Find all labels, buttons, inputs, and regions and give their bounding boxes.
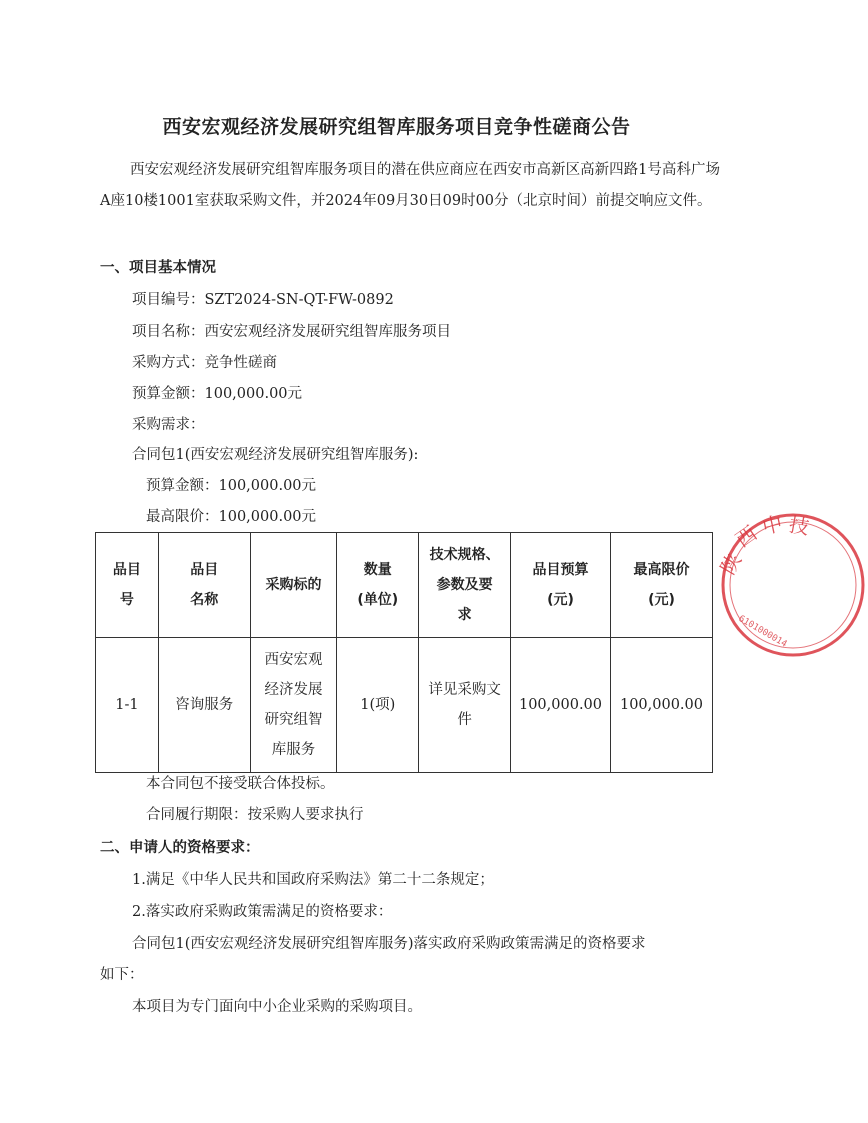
- package-limit: 最高限价：100,000.00元: [146, 509, 317, 525]
- page-title: 西安宏观经济发展研究组智库服务项目竞争性磋商公告: [162, 116, 631, 138]
- intro-paragraph: 西安宏观经济发展研究组智库服务项目的潜在供应商应在西安市高新区高新四路1号高科广场A座10楼1001室获取采购文件，并2024年09月30日09时00分（北京时间）前提交响应文件。: [100, 162, 720, 209]
- contract-package: 合同包1(西安宏观经济发展研究组智库服务):: [132, 447, 419, 463]
- project-name: 项目名称：西安宏观经济发展研究组智库服务项目: [132, 324, 451, 340]
- header-item-name: 品目 名称: [158, 533, 250, 638]
- svg-text:技: 技: [787, 512, 811, 540]
- cell-max-price: 100,000.00: [610, 638, 712, 773]
- cell-item-name: 咨询服务: [158, 638, 250, 773]
- header-quantity: 数量 (单位): [337, 533, 419, 638]
- section2-heading: 二、申请人的资格要求：: [100, 840, 260, 856]
- budget-amount: 预算金额：100,000.00元: [132, 386, 303, 402]
- table-header-row: [96, 533, 713, 638]
- requirement-3-line2: 如下：: [100, 967, 144, 983]
- cell-target: 西安宏观 经济发展 研究组智 库服务: [250, 638, 337, 773]
- svg-text:陕: 陕: [715, 549, 747, 579]
- official-seal-stamp: [715, 510, 868, 660]
- requirement-1: 1.满足《中华人民共和国政府采购法》第二十二条规定；: [132, 872, 494, 888]
- header-item-budget: 品目预算 (元): [511, 533, 611, 638]
- header-spec: 技术规格、 参数及要 求: [419, 533, 511, 638]
- cell-quantity: 1(项): [337, 638, 419, 773]
- table-row: [96, 638, 713, 773]
- svg-text:西: 西: [731, 520, 762, 553]
- header-item-no: 品目 号: [96, 533, 159, 638]
- svg-text:中: 中: [760, 511, 785, 539]
- contract-period: 合同履行期限：按采购人要求执行: [146, 807, 364, 823]
- project-number: 项目编号：SZT2024-SN-QT-FW-0892: [132, 292, 394, 308]
- package-budget: 预算金额：100,000.00元: [146, 478, 317, 494]
- requirement-4: 本项目为专门面向中小企业采购的采购项目。: [132, 999, 422, 1015]
- items-table: [95, 532, 713, 773]
- cell-item-budget: 100,000.00: [511, 638, 611, 773]
- procurement-method: 采购方式：竞争性磋商: [132, 355, 277, 371]
- svg-text:6101000014: 6101000014: [736, 613, 789, 650]
- consortium-note: 本合同包不接受联合体投标。: [146, 776, 335, 792]
- section1-heading: 一、项目基本情况: [100, 260, 216, 276]
- requirement-3-line1: 合同包1(西安宏观经济发展研究组智库服务)落实政府采购政策需满足的资格要求: [132, 936, 646, 952]
- procurement-demand: 采购需求：: [132, 417, 205, 433]
- header-max-price: 最高限价 (元): [610, 533, 712, 638]
- requirement-2: 2.落实政府采购政策需满足的资格要求：: [132, 904, 393, 920]
- header-target: 采购标的: [250, 533, 337, 638]
- cell-spec: 详见采购文 件: [419, 638, 511, 773]
- cell-item-no: 1-1: [96, 638, 159, 773]
